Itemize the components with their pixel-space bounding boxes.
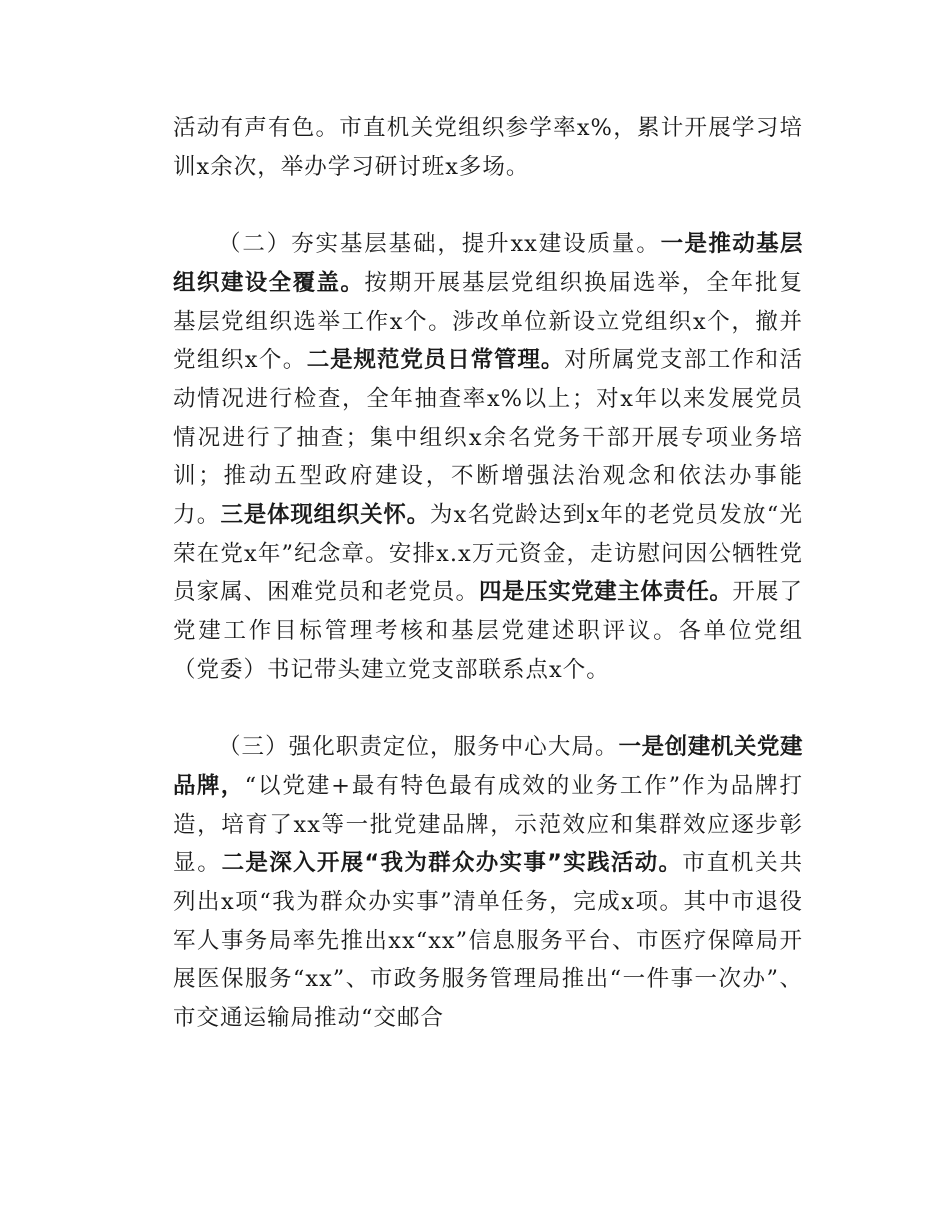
bold-point-3: 三是体现组织关怀。 <box>220 502 430 529</box>
point-1-text: “以党建+最有特色最有成效的业务工作”作为品牌打造，培育了xx等一批党建品牌，示范效应和集群效应逐步彰显。 <box>173 772 803 877</box>
bold-point-2: 二是规范党员日常管理。 <box>306 347 565 374</box>
paragraph-gap <box>173 690 803 729</box>
point-2-text: 对所属党支部工作和活动情况进行检查，全年抽查率x%以上；对x年以来发展党员情况进行了抽查；集中组织x余名党务干部开展专项业务培训；推动五型政府建设，不断增强法治观念和依法办事能力。 <box>173 347 803 529</box>
point-1-text: 按期开展基层党组织换届选举，全年批复基层党组织选举工作x个。涉改单位新设立党组织x个，撤并党组织x个。 <box>173 269 803 374</box>
bold-point-4: 四是压实党建主体责任。 <box>478 579 733 606</box>
bold-point-2: 二是深入开展“我为群众办实事”实践活动。 <box>221 850 683 877</box>
paragraph-section-3 <box>173 728 803 1038</box>
bold-point-1: 一是创建机关党建品牌， <box>173 734 803 799</box>
paragraph-gap <box>173 186 803 225</box>
section-heading: （三）强化职责定位，服务中心大局。 <box>218 734 619 761</box>
point-3-text: 为x名党龄达到x年的老党员发放“光荣在党x年”纪念章。安排x.x万元资金，走访慰问因公牺牲党员家属、困难党员和老党员。 <box>173 502 803 606</box>
paragraph-section-2 <box>173 225 803 689</box>
paragraph-text: 活动有声有色。市直机关党组织参学率x%，累计开展学习培训x余次，举办学习研讨班x多场。 <box>173 115 803 180</box>
section-heading: （二）夯实基层基础，提升xx建设质量。 <box>218 231 661 258</box>
document-page <box>173 109 803 1038</box>
point-2-text: 市直机关共列出x项“我为群众办实事”清单任务，完成x项。其中市退役军人事务局率先推出xx“xx”信息服务平台、市医疗保障局开展医保服务“xx”、市政务服务管理局推出“一件事一次办”、市交通运输局推动“交邮合 <box>173 850 803 1032</box>
point-4-text: 开展了党建工作目标管理考核和基层党建述职评议。各单位党组（党委）书记带头建立党支部联系点x个。 <box>173 579 803 683</box>
paragraph-continued <box>173 109 803 186</box>
bold-point-1: 一是推动基层组织建设全覆盖。 <box>173 231 803 296</box>
